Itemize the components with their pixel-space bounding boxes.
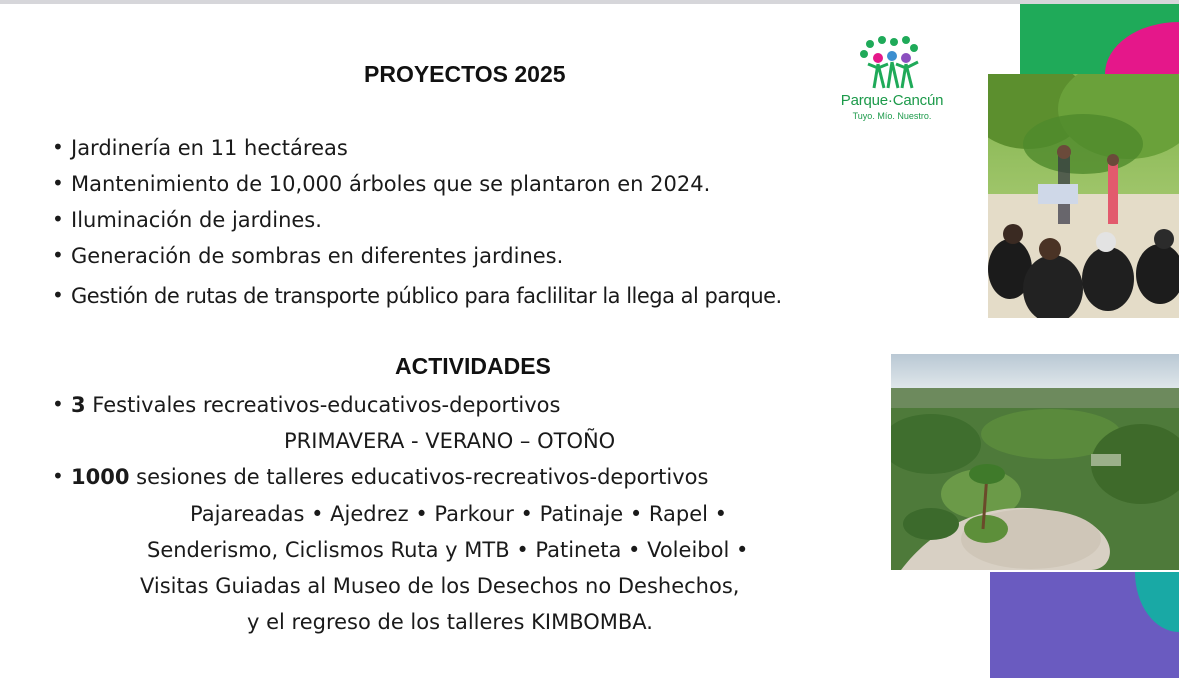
proyecto-item-1: Jardinería en 11 hectáreas — [71, 136, 348, 160]
proyecto-item-2: Mantenimiento de 10,000 árboles que se plantaron en 2024. — [71, 172, 711, 196]
sesiones-text: sesiones de talleres educativos-recreativos-deportivos — [129, 465, 709, 489]
bullet-dot: • — [52, 243, 64, 267]
actividad-item-1 — [71, 392, 560, 418]
workshops-line-3: Visitas Guiadas al Museo de los Desechos no Deshechos, — [140, 574, 740, 598]
bullet-dot: • — [52, 283, 64, 307]
bullet-dot: • — [52, 135, 64, 159]
proyectos-title: PROYECTOS 2025 — [364, 61, 566, 87]
festivales-text: Festivales recreativos-educativos-deportivos — [85, 393, 561, 417]
logo-name: Parque·Cancún — [840, 92, 944, 109]
bullet-dot: • — [52, 464, 64, 488]
bullet-dot: • — [52, 392, 64, 416]
sesiones-count: 1000 — [71, 465, 130, 489]
photo-group-activity — [988, 74, 1179, 318]
tree-people-logo-icon — [826, 34, 958, 94]
bullet-dot: • — [52, 207, 64, 231]
logo-tagline: Tuyo. Mío. Nuestro. — [852, 111, 932, 121]
festivales-count: 3 — [71, 393, 86, 417]
proyecto-item-5: Gestión de rutas de transporte público para faclilitar la llega al parque. — [71, 284, 782, 308]
actividad-item-2 — [71, 464, 708, 490]
parque-cancun-logo — [826, 34, 958, 126]
proyecto-item-3: Iluminación de jardines. — [71, 208, 322, 232]
proyecto-item-4: Generación de sombras en diferentes jardines. — [71, 244, 564, 268]
photo-aerial-park — [891, 354, 1179, 570]
workshops-line-2: Senderismo, Ciclismos Ruta y MTB • Patineta • Voleibol • — [147, 538, 749, 562]
seasons-line: PRIMAVERA - VERANO – OTOÑO — [284, 429, 616, 453]
top-border — [0, 0, 1179, 4]
actividades-title: ACTIVIDADES — [395, 353, 551, 379]
workshops-line-4: y el regreso de los talleres KIMBOMBA. — [247, 610, 653, 634]
workshops-line-1: Pajareadas • Ajedrez • Parkour • Patinaje • Rapel • — [190, 502, 728, 526]
bullet-dot: • — [52, 171, 64, 195]
